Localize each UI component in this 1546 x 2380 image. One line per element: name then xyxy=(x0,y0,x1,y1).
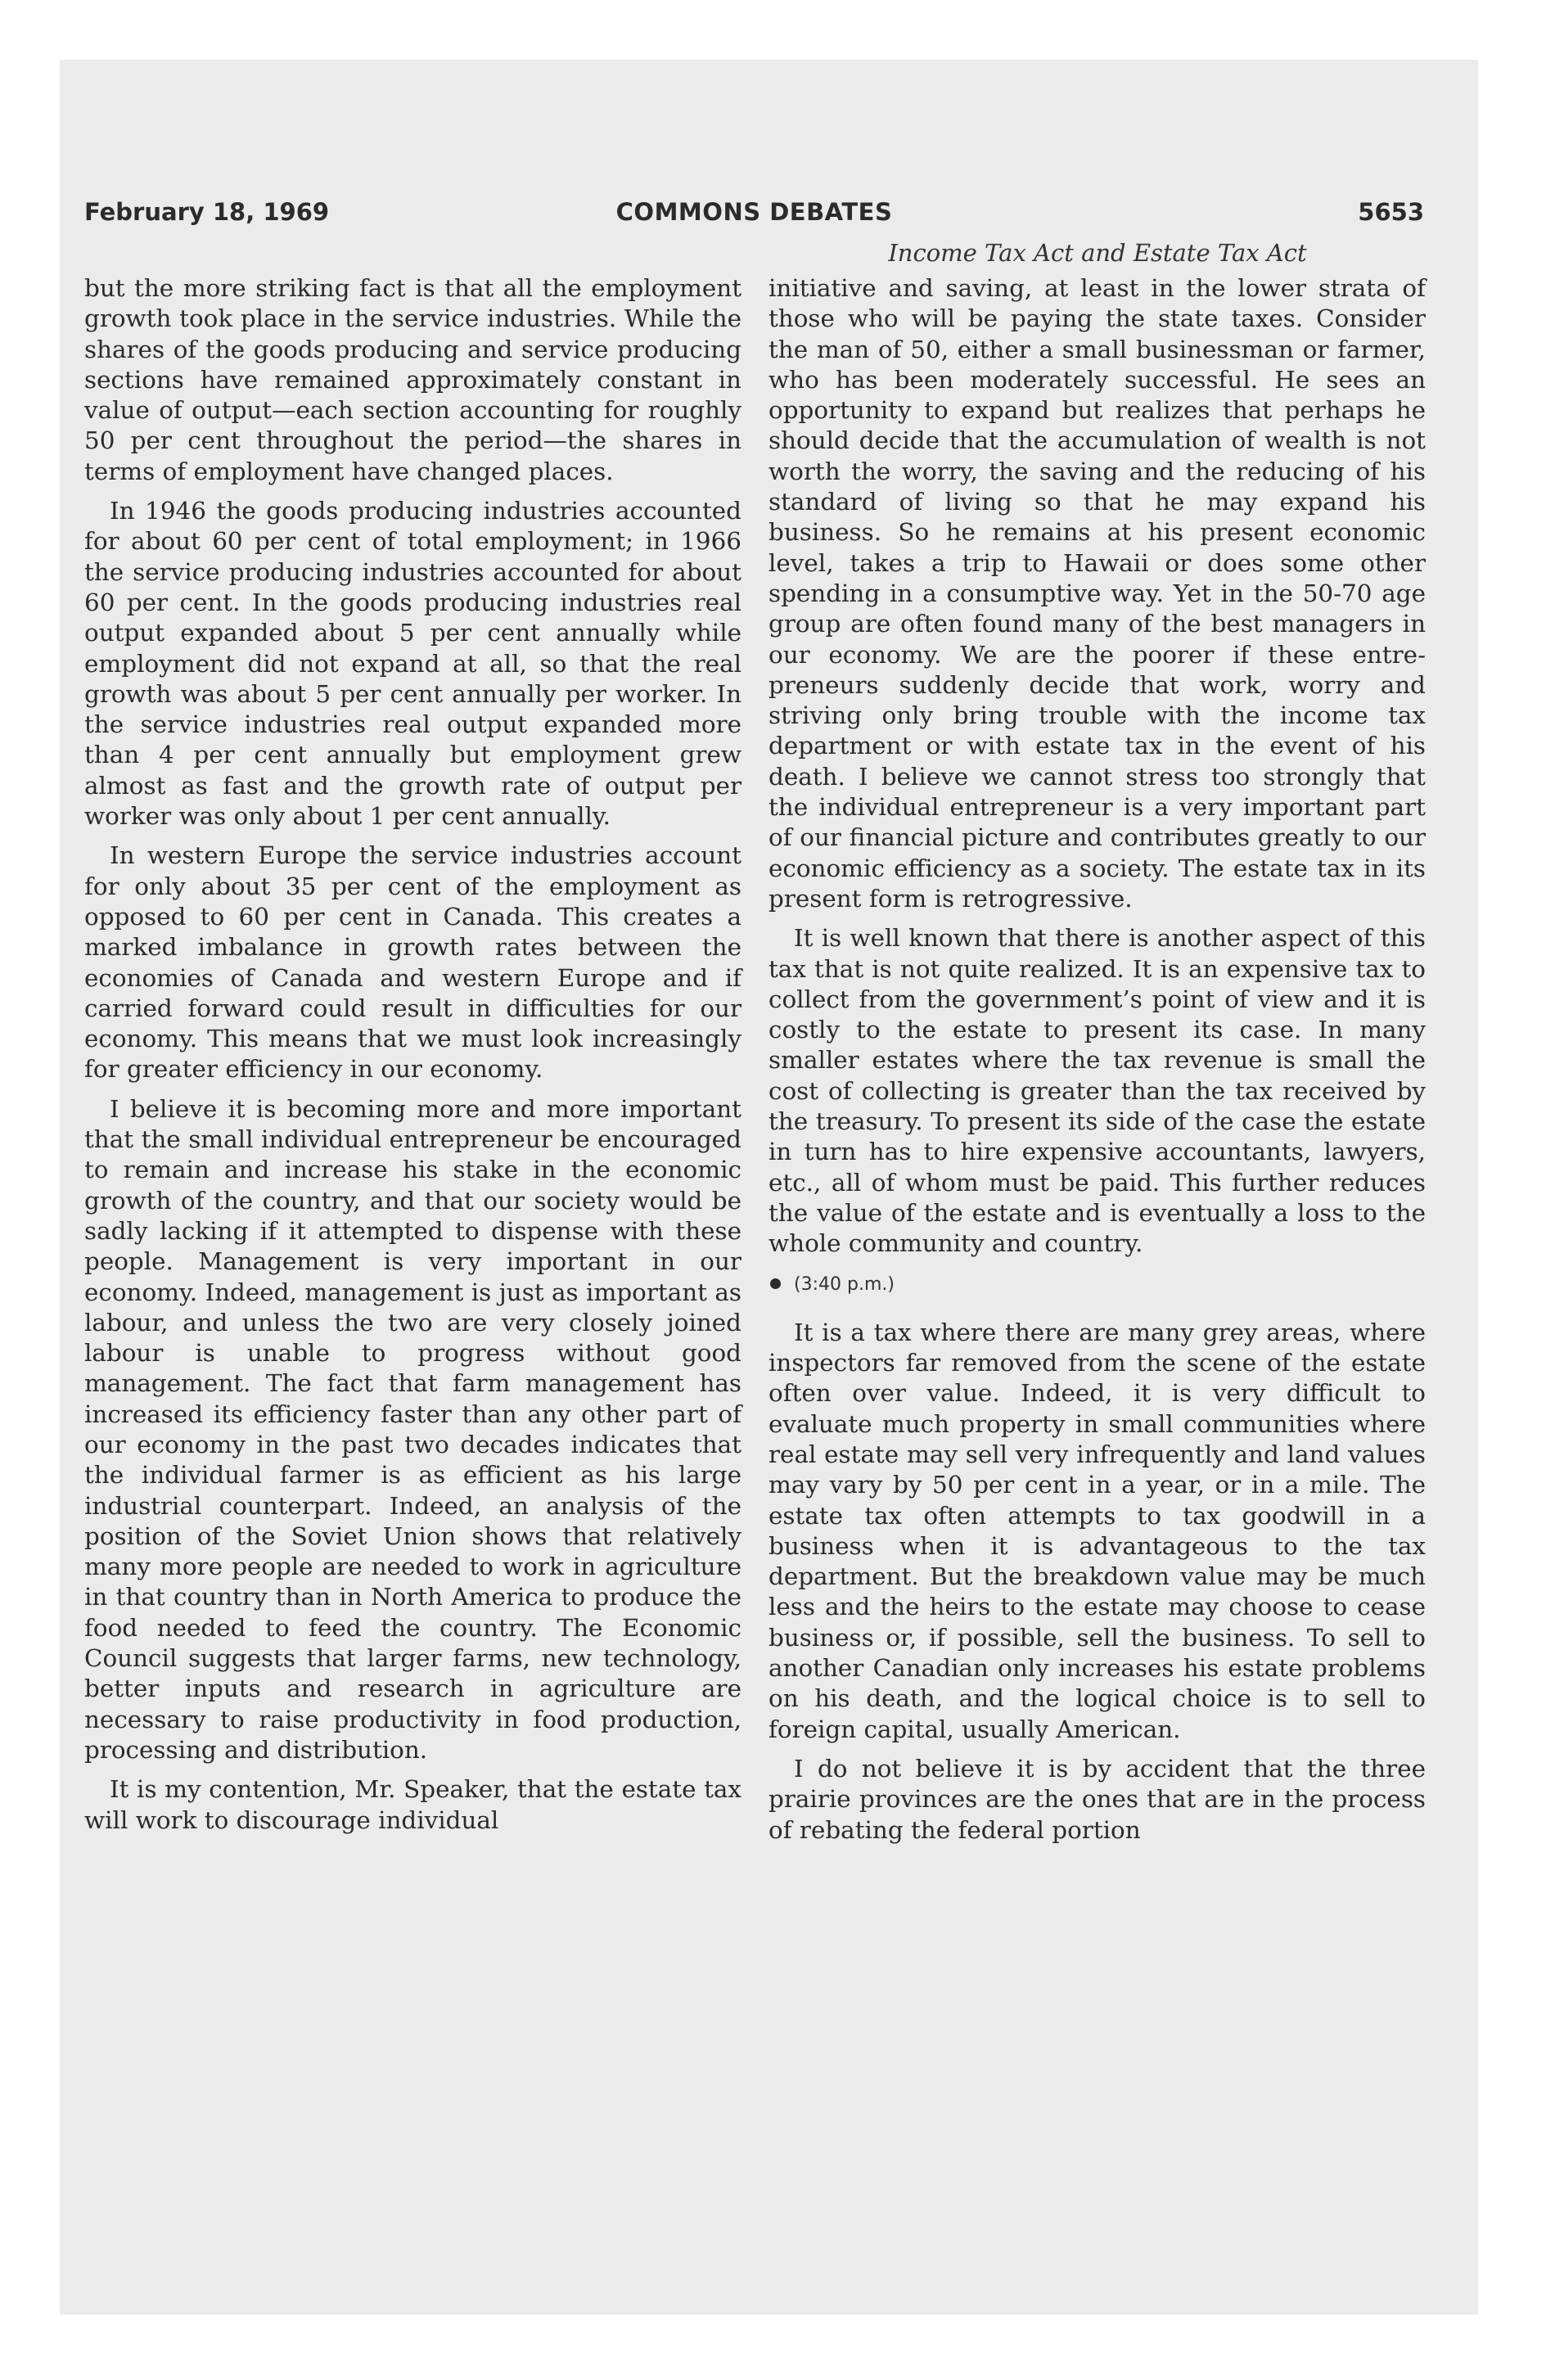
paragraph: It is well known that there is another aspect of this tax that is not quite realized. It is an expensive tax to collect from the government’s point of view and it is costly to the estate to present its case. In many smaller estates where the tax revenue is small the cost of collecting is greater than the tax received by the treasury. To present its side of the case the estate in turn has to hire expensive accountants, lawyers, etc., all of whom must be paid. This further reduces the value of the estate and is eventually a loss to the whole community and country. xyxy=(768,924,1426,1258)
page-header xyxy=(84,198,1424,237)
right-column xyxy=(768,273,1426,1855)
left-column xyxy=(84,273,741,1845)
running-subject: Income Tax Act and Estate Tax Act xyxy=(888,239,1307,267)
paragraph: In 1946 the goods producing industries accounted for about 60 per cent of total employment; in 1966 the service producing industries accounted for about 60 per cent. In the goods producing industries real output expanded about 5 per cent annually while employment did not expand at all, so that the real growth was about 5 per cent annually per worker. In the service industries real output expanded more than 4 per cent annually but employment grew almost as fast and the growth rate of output per worker was only about 1 per cent annually. xyxy=(84,497,741,831)
paragraph: I believe it is becoming more and more important that the small individual entrepreneur be encouraged to remain and increase his stake in the economic growth of the country, and that our society would be sadly lacking if it attempted to dispense with these people. Management is very important in our economy. Indeed, management is just as important as labour, and unless the two are very closely joined labour is unable to progress without good management. The fact that farm management has increased its efficiency faster than any other part of our economy in the past two decades indicates that the individual farmer is as efficient as his large industrial counterpart. Indeed, an analysis of the position of the Soviet Union shows that relatively many more people are needed to work in agriculture in that country than in North America to produce the food needed to feed the country. The Economic Council suggests that larger farms, new technology, better inputs and research in agriculture are necessary to raise productivity in food production, processing and distribution. xyxy=(84,1094,741,1764)
paragraph: It is my contention, Mr. Speaker, that the estate tax will work to discourage individual xyxy=(84,1775,741,1834)
paragraph: In western Europe the service industries account for only about 35 per cent of the employment as opposed to 60 per cent in Canada. This creates a marked imbalance in growth rates between the economies of Canada and western Europe and if carried forward could result in difficulties for our economy. This means that we must look increasingly for greater efficiency in our economy. xyxy=(84,841,741,1084)
timestamp-text: (3:40 p.m.) xyxy=(794,1273,895,1295)
paragraph: It is a tax where there are many grey areas, where inspectors far removed from the scene of the estate often over value. Indeed, it is very difficult to evaluate much property in small communities where real estate may sell very infrequently and land values may vary by 50 per cent in a year, or in a mile. The estate tax often attempts to tax goodwill in a business when it is advantageous to the tax department. But the breakdown value may be much less and the heirs to the estate may choose to cease business or, if possible, sell the business. To sell to another Canadian only increases his estate problems on his death, and the logical choice is to sell to foreign capital, usually American. xyxy=(768,1318,1426,1743)
paragraph: initiative and saving, at least in the lower strata of those who will be paying the state taxes. Consider the man of 50, either a small businessman or farmer, who has been moderately successful. He sees an opportunity to expand but realizes that perhaps he should decide that the accumulation of wealth is not worth the worry, the saving and the reducing of his standard of living so that he may expand his business. So he remains at his present economic level, takes a trip to Hawaii or does some other spending in a consumptive way. Yet in the 50-70 age group are often found many of the best managers in our economy. We are the poorer if these entrepreneurs suddenly decide that work, worry and striving only bring trouble with the income tax department or with estate tax in the event of his death. I believe we cannot stress too strongly that the individual entrepreneur is a very important part of our financial picture and contributes greatly to our economic efficiency as a society. The estate tax in its present form is retrogressive. xyxy=(768,274,1426,913)
header-page-number: 5653 xyxy=(1358,198,1424,226)
header-date: February 18, 1969 xyxy=(84,198,330,226)
paragraph: but the more striking fact is that all the employment growth took place in the service industries. While the shares of the goods producing and service producing sections have remained approximately constant in value of output—each section accounting for roughly 50 per cent throughout the period—the shares in terms of employment have changed places. xyxy=(84,274,741,485)
timestamp xyxy=(768,1269,1426,1300)
paragraph: I do not believe it is by accident that the three prairie provinces are the ones that are in the process of rebating the federal portion xyxy=(768,1754,1426,1844)
header-title: COMMONS DEBATES xyxy=(615,198,893,226)
bullet-icon xyxy=(770,1278,781,1289)
